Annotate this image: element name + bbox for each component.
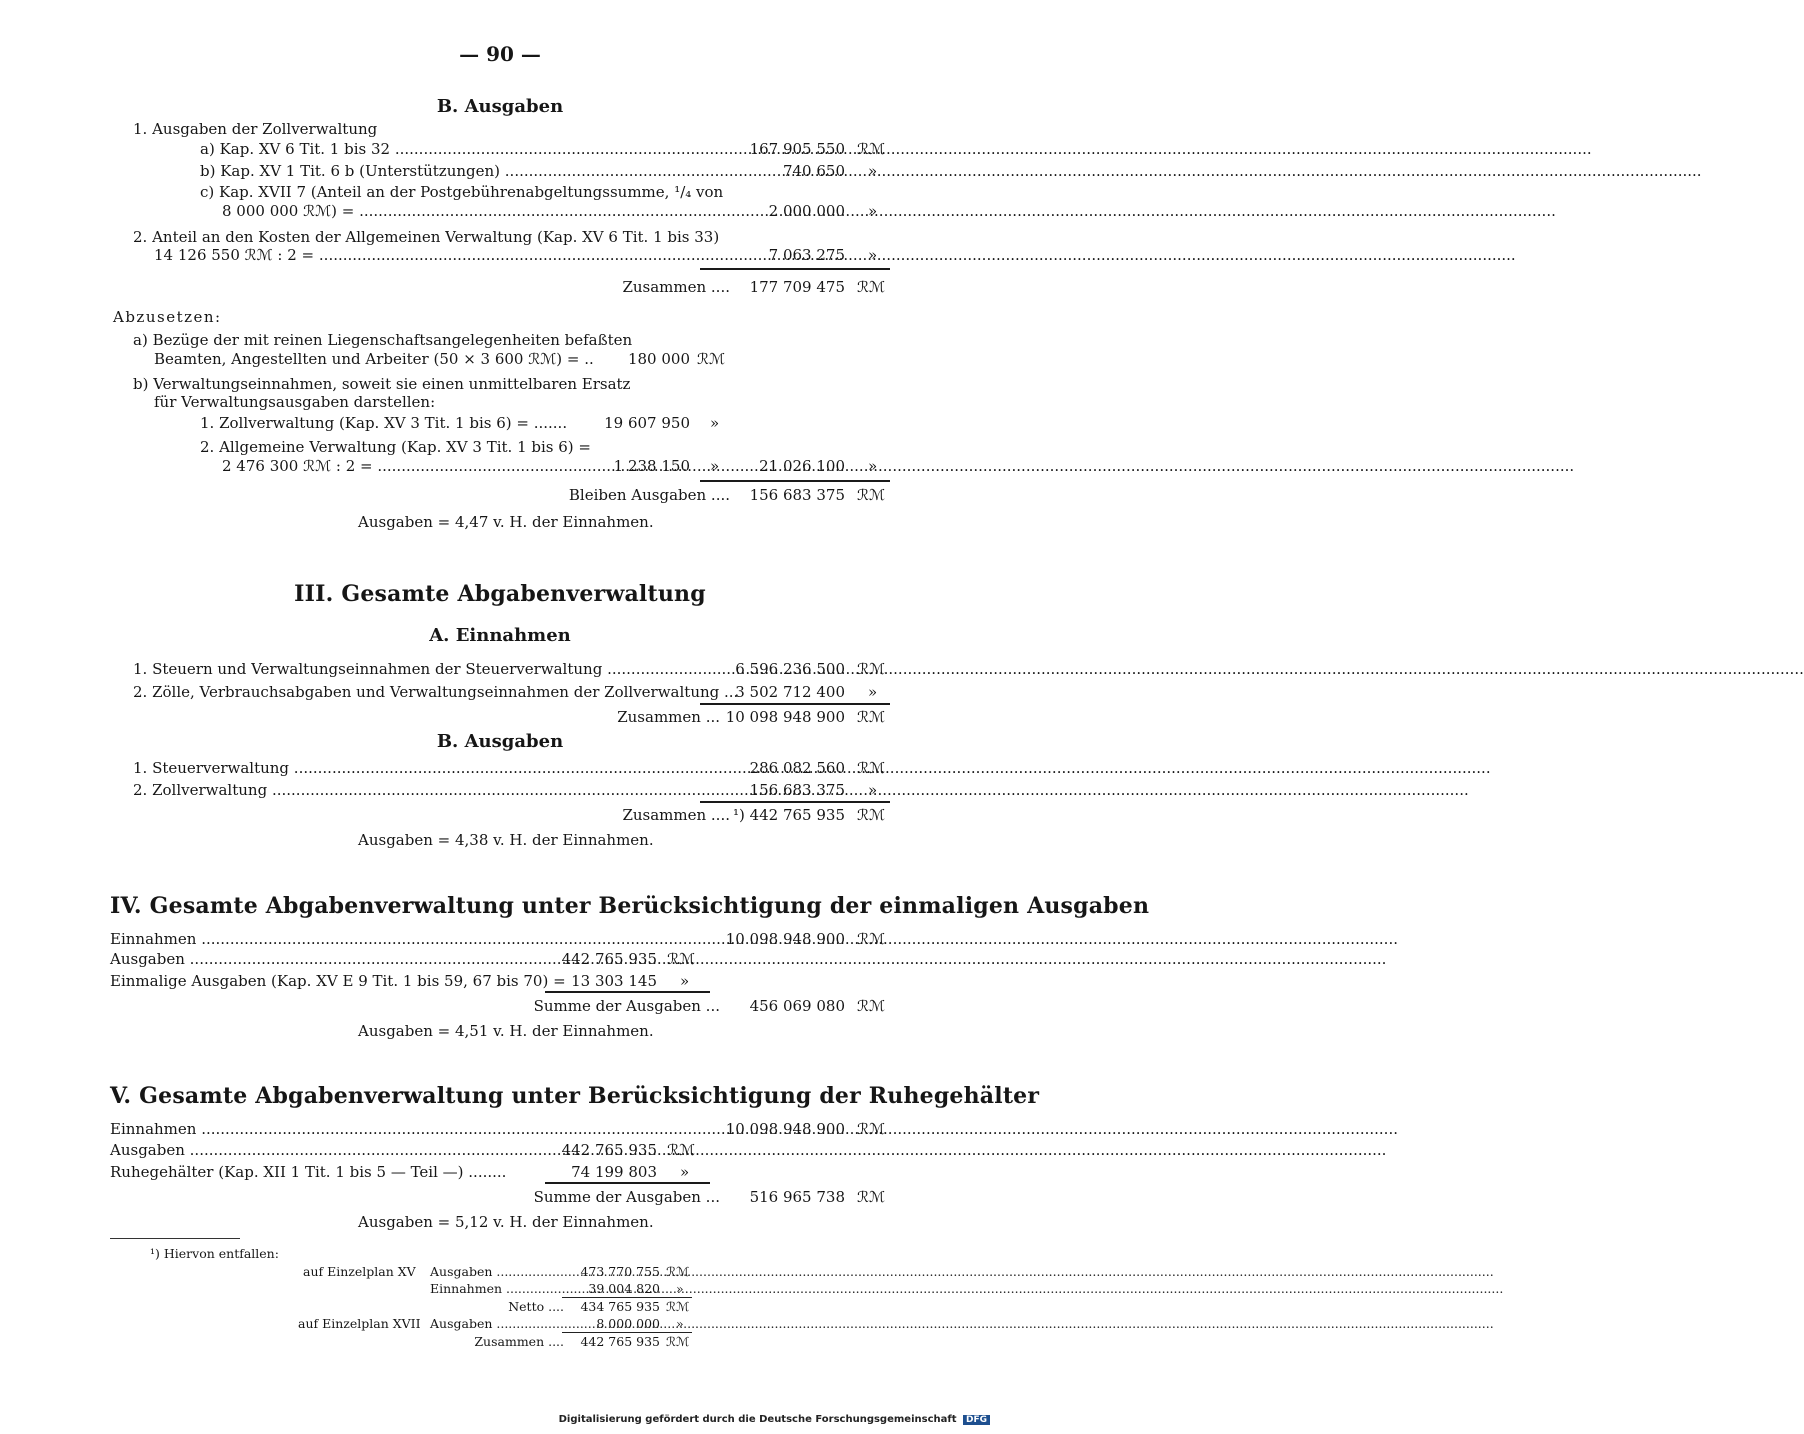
ratio-line: Ausgaben = 4,47 v. H. der Einnahmen. (358, 513, 654, 531)
ditto-mark: » (868, 457, 878, 475)
amount: 286 082 560 (749, 759, 845, 777)
ditto-mark: » (868, 781, 878, 799)
sum-rule (700, 480, 890, 482)
deduct-label: Abzusetzen: (113, 308, 222, 326)
deduct-line: 2 476 300 ℛℳ : 2 = ..... (222, 457, 597, 476)
ditto-mark: » (868, 202, 878, 220)
footnote-line: Ausgaben ..... (430, 1316, 566, 1332)
credit-text: Digitalisierung gefördert durch die Deutsche Forschungsgemeinschaft (558, 1414, 957, 1425)
sum-rule (545, 991, 710, 993)
unit-label: ℛℳ (857, 930, 886, 948)
item-line: Einnahmen ..... (110, 930, 722, 949)
unit-label: ℛℳ (857, 1120, 886, 1138)
sum-amount: 456 069 080 (749, 997, 845, 1015)
ditto-mark: » (676, 1316, 684, 1331)
ditto-mark: » (680, 1163, 690, 1181)
sum-label: Zusammen .... (622, 806, 730, 824)
deduct-line: 2. Allgemeine Verwaltung (Kap. XV 3 Tit. 1 bis 6) = (200, 438, 591, 456)
sum-amount: 10 098 948 900 (725, 708, 845, 726)
amount: 167 905 550 (749, 140, 845, 158)
amount: 13 303 145 (571, 972, 657, 990)
amount: 7 063 275 (768, 246, 845, 264)
sum-label: Bleiben Ausgaben .... (568, 486, 730, 504)
footnote-sum-label: Netto .... (508, 1299, 564, 1314)
ditto-mark: » (676, 1281, 684, 1296)
section-heading: B. Ausgaben (436, 96, 564, 117)
sum-label: Zusammen .... (622, 278, 730, 296)
item-line: b) Kap. XV 1 Tit. 6 b (Unterstützungen) ..... (200, 162, 730, 181)
sum-amount: 516 965 738 (749, 1188, 845, 1206)
unit-label: ℛℳ (667, 950, 696, 968)
page-number: — 90 — (459, 42, 541, 66)
unit-label: ℛℳ (857, 806, 886, 824)
item-line: 14 126 550 ℛℳ : 2 = ..... (154, 246, 730, 265)
amount: 3 502 712 400 (735, 683, 845, 701)
amount: 156 683 375 (749, 781, 845, 799)
item-line: Ausgaben ..... (110, 1141, 557, 1160)
unit-label: ℛℳ (857, 660, 886, 678)
sum-rule (700, 801, 890, 803)
ditto-mark: » (680, 972, 690, 990)
ratio-line: Ausgaben = 4,51 v. H. der Einnahmen. (358, 1022, 654, 1040)
unit-label: ℛℳ (667, 1141, 696, 1159)
footnote-rule (110, 1238, 240, 1239)
footnote-rule (562, 1297, 692, 1298)
item-line: 2. Zölle, Verbrauchsabgaben und Verwaltungseinnahmen der Zollverwaltung ... (133, 683, 739, 701)
sum-label: Zusammen ... (617, 708, 720, 726)
section-heading: V. Gesamte Abgabenverwaltung unter Berücksichtigung der Ruhegehälter (110, 1083, 1040, 1109)
unit-label: ℛℳ (857, 759, 886, 777)
unit-label: ℛℳ (857, 1188, 886, 1206)
item-line: Einnahmen ..... (110, 1120, 722, 1139)
item-line: 8 000 000 ℛℳ) = ..... (222, 202, 730, 221)
footnote-line: Ausgaben ..... (430, 1264, 566, 1280)
footnote-sum-label: Zusammen .... (474, 1334, 564, 1349)
deduct-line: 1. Zollverwaltung (Kap. XV 3 Tit. 1 bis 6) = ....... (200, 414, 568, 432)
item-line: 2. Zollverwaltung ..... (133, 781, 728, 800)
unit-label: ℛℳ (857, 278, 886, 296)
footnote-intro: ¹) Hiervon entfallen: (150, 1246, 279, 1261)
unit-label: ℛℳ (666, 1334, 690, 1349)
subsection-heading: A. Einnahmen (429, 625, 571, 646)
unit-label: ℛℳ (697, 350, 726, 368)
ditto-mark: » (868, 162, 878, 180)
sum-label: Summe der Ausgaben ... (533, 997, 720, 1015)
deduct-line: für Verwaltungsausgaben darstellen: (154, 393, 436, 411)
section-heading: III. Gesamte Abgabenverwaltung (294, 581, 706, 607)
sum-rule (700, 703, 890, 705)
footnote-amount: 8 000 000 (596, 1316, 660, 1331)
unit-label: ℛℳ (857, 997, 886, 1015)
item-line: 1. Steuerverwaltung ..... (133, 759, 728, 778)
footnote-amount: 442 765 935 (580, 1334, 660, 1349)
item-line: Einmalige Ausgaben (Kap. XV E 9 Tit. 1 bis 59, 67 bis 70) = (110, 972, 566, 990)
item-line: 1. Steuern und Verwaltungseinnahmen der Steuerverwaltung ..... (133, 660, 723, 679)
item-title: 1. Ausgaben der Zollverwaltung (133, 120, 378, 138)
amount: 442 765 935 (561, 950, 657, 968)
sum-amount: 156 683 375 (749, 486, 845, 504)
amount: 2 000 000 (768, 202, 845, 220)
item-line: 2. Anteil an den Kosten der Allgemeinen Verwaltung (Kap. XV 6 Tit. 1 bis 33) (133, 228, 720, 246)
unit-label: ℛℳ (857, 486, 886, 504)
amount: 10 098 948 900 (725, 930, 845, 948)
unit-label: ℛℳ (857, 140, 886, 158)
ratio-line: Ausgaben = 4,38 v. H. der Einnahmen. (358, 831, 654, 849)
item-line: a) Kap. XV 6 Tit. 1 bis 32 ..... (200, 140, 730, 159)
digitization-credit (559, 1414, 990, 1425)
amount: 6 596 236 500 (735, 660, 845, 678)
amount: 1 238 150 (613, 457, 690, 475)
footnote-plan-label: auf Einzelplan XV (303, 1264, 416, 1279)
ditto-mark: » (868, 683, 878, 701)
sum-rule (700, 268, 890, 270)
amount: 19 607 950 (604, 414, 690, 432)
amount: 740 650 (782, 162, 845, 180)
sum-label: Summe der Ausgaben ... (533, 1188, 720, 1206)
deduct-line: Beamten, Angestellten und Arbeiter (50 × 3 600 ℛℳ) = .. (154, 350, 594, 368)
amount: 74 199 803 (571, 1163, 657, 1181)
footnote-rule (562, 1332, 692, 1333)
item-line: c) Kap. XVII 7 (Anteil an der Postgebührenabgeltungssumme, ¹/₄ von (200, 183, 724, 201)
footnote-amount: 473 770 755 (580, 1264, 660, 1279)
ditto-mark: » (868, 246, 878, 264)
deduct-line: b) Verwaltungseinnahmen, soweit sie einen unmittelbaren Ersatz (133, 375, 631, 393)
item-line: Ausgaben ..... (110, 950, 557, 969)
dfg-logo: DFG (963, 1415, 990, 1425)
section-heading: IV. Gesamte Abgabenverwaltung unter Berücksichtigung der einmaligen Ausgaben (110, 893, 1150, 919)
ratio-line: Ausgaben = 5,12 v. H. der Einnahmen. (358, 1213, 654, 1231)
amount: 442 765 935 (561, 1141, 657, 1159)
footnote-amount: 434 765 935 (580, 1299, 660, 1314)
sum-amount: 177 709 475 (749, 278, 845, 296)
item-line: Ruhegehälter (Kap. XII 1 Tit. 1 bis 5 — Teil —) ........ (110, 1163, 507, 1181)
amount: 10 098 948 900 (725, 1120, 845, 1138)
sum-rule (545, 1182, 710, 1184)
footnote-plan-label: auf Einzelplan XVII (298, 1316, 421, 1331)
unit-label: ℛℳ (666, 1264, 690, 1279)
ditto-mark: » (710, 457, 720, 475)
subsection-heading: B. Ausgaben (436, 731, 564, 752)
amount: 180 000 (627, 350, 690, 368)
ditto-mark: » (710, 414, 720, 432)
unit-label: ℛℳ (857, 708, 886, 726)
deduct-line: a) Bezüge der mit reinen Liegenschaftsangelegenheiten befaßten (133, 331, 633, 349)
footnote-line: Einnahmen ..... (430, 1281, 566, 1297)
unit-label: ℛℳ (666, 1299, 690, 1314)
sum-amount: ¹) 442 765 935 (732, 806, 845, 824)
footnote-amount: 39 004 820 (588, 1281, 660, 1296)
amount: 21 026 100 (759, 457, 845, 475)
